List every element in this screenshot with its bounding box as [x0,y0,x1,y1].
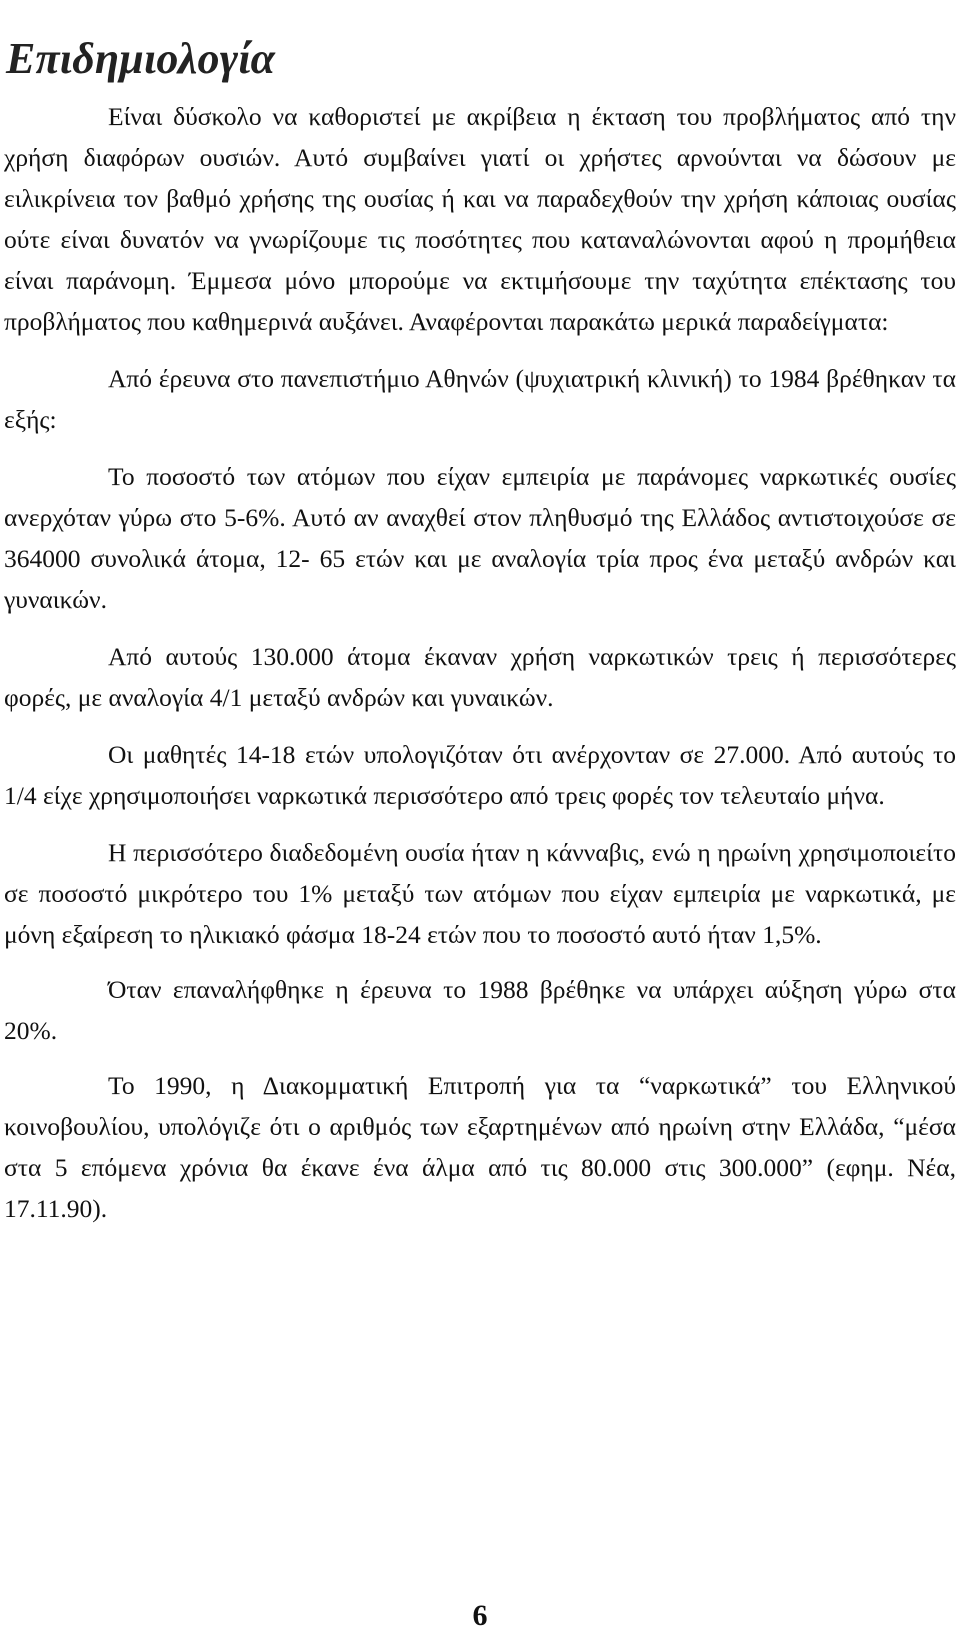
paragraph-committee-1990: Το 1990, η Διακομματική Επιτροπή για τα “ναρκωτικά” του Ελληνικού κοινοβουλίου, υπολόγιζε ότι ο αριθμός των εξαρτημένων από ηρωίνη στην Ελλάδα, “μέσα στα 5 επόμενα χρόνια θα έκανε ένα άλμα από τις 80.000 στις 300.000” (εφημ. Νέα, 17.11.90). [4,1071,956,1223]
paragraph-survey-1984: Από έρευνα στο πανεπιστήμιο Αθηνών (ψυχιατρική κλινική) το 1984 βρέθηκαν τα εξής: [4,364,956,434]
paragraph-percentage: Το ποσοστό των ατόμων που είχαν εμπειρία με παράνομες ναρκωτικές ουσίες ανερχόταν γύρω στο 5-6%. Αυτό αν αναχθεί στον πληθυσμό της Ελλάδος αντιστοιχούσε σε 364000 συνολικά άτομα, 12- 65 ετών και με αναλογία τρία προς ένα μεταξύ ανδρών και γυναικών. [4,462,956,614]
paragraph-users-130000: Από αυτούς 130.000 άτομα έκαναν χρήση ναρκωτικών τρεις ή περισσότερες φορές, με αναλογία 4/1 μεταξύ ανδρών και γυναικών. [4,642,956,712]
paragraph-cannabis: Η περισσότερο διαδεδομένη ουσία ήταν η κάνναβις, ενώ η ηρωίνη χρησιμοποιείτο σε ποσοστό μικρότερο του 1% μεταξύ των ατόμων που είχαν εμπειρία με ναρκωτικά, με μόνη εξαίρεση το ηλικιακό φάσμα 18-24 ετών που το ποσοστό αυτό ήταν 1,5%. [4,838,956,949]
section-title: Επιδημιολογία [6,34,276,84]
paragraph-students: Οι μαθητές 14-18 ετών υπολογιζόταν ότι ανέρχονταν σε 27.000. Από αυτούς το 1/4 είχε χρησιμοποιήσει ναρκωτικά περισσότερο από τρεις φορές τον τελευταίο μήνα. [4,740,956,810]
document-body [4,96,956,1229]
paragraph-survey-1988: Όταν επαναλήφθηκε η έρευνα το 1988 βρέθηκε να υπάρχει αύξηση γύρω στα 20%. [4,975,956,1045]
page-number: 6 [472,1599,488,1632]
paragraph-intro: Είναι δύσκολο να καθοριστεί με ακρίβεια η έκταση του προβλήματος από την χρήση διαφόρων ουσιών. Αυτό συμβαίνει γιατί οι χρήστες αρνούνται να δώσουν με ειλικρίνεια τον βαθμό χρήσης της ουσίας ή και να παραδεχθούν την χρήση κάποιας ουσίας ούτε είναι δυνατόν να γνωρίζουμε τις ποσότητες που καταναλώνονται αφού η προμήθεια είναι παράνομη. Έμμεσα μόνο μπορούμε να εκτιμήσουμε την ταχύτητα επέκτασης του προβλήματος που καθημερινά αυξάνει. Αναφέρονται παρακάτω μερικά παραδείγματα: [4,102,956,336]
